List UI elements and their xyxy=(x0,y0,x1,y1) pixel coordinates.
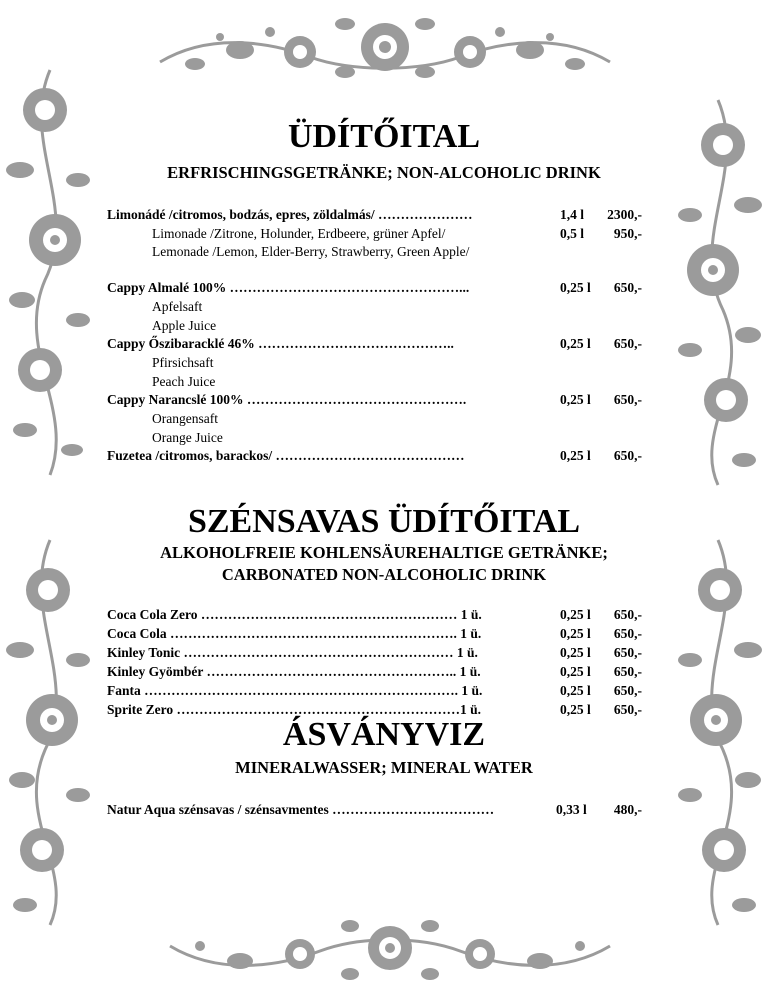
menu-item-name: Sprite Zero ………………………………………………………1 ü. xyxy=(107,702,481,717)
menu-item-price: 650,- xyxy=(613,336,642,351)
menu-item-name: Limonádé /citromos, bodzás, epres, zöldalmás/ ………………… xyxy=(107,207,473,222)
menu-item-volume: 0,5 l xyxy=(560,226,585,241)
menu-item-volume: 0,25 l xyxy=(560,702,591,717)
menu-item-name: Kinley Tonic …………………………………………………… 1 ü. xyxy=(107,645,478,660)
floral-border-top-icon xyxy=(150,2,620,90)
menu-item-price: 650,- xyxy=(613,645,642,660)
menu-item-price: 650,- xyxy=(613,664,642,679)
menu-item-volume: 1,4 l xyxy=(560,207,585,222)
section-subtitle-mineral-water: MINERALWASSER; MINERAL WATER xyxy=(235,758,533,777)
floral-border-bottom-icon xyxy=(160,906,620,992)
menu-item-name: Cappy Almalé 100% ……………………………………………... xyxy=(107,280,470,295)
menu-item-volume: 0,33 l xyxy=(556,802,587,817)
menu-item-english: Orange Juice xyxy=(152,430,223,445)
menu-item-price: 650,- xyxy=(613,702,642,717)
section-subtitle-soft-drinks: ERFRISCHINGSGETRÄNKE; NON-ALCOHOLIC DRINK xyxy=(167,163,601,182)
section-subtitle-carbonated-line1: ALKOHOLFREIE KOHLENSÄUREHALTIGE GETRÄNKE; xyxy=(160,543,608,562)
menu-item-price: 950,- xyxy=(613,226,642,241)
menu-item-volume: 0,25 l xyxy=(560,645,591,660)
menu-item-name: Kinley Gyömbér ……………………………………………….. 1 ü. xyxy=(107,664,481,679)
menu-item-price: 650,- xyxy=(613,683,642,698)
menu-item-german: Orangensaft xyxy=(152,411,218,426)
menu-item-name: Cappy Őszibaracklé 46% …………………………………….. xyxy=(107,336,454,351)
section-title-mineral-water: ÁSVÁNYVIZ xyxy=(282,716,486,753)
menu-item-price: 2300,- xyxy=(607,207,642,222)
menu-item-price: 650,- xyxy=(613,392,642,407)
menu-item-volume: 0,25 l xyxy=(560,683,591,698)
menu-item-english: Apple Juice xyxy=(152,318,217,333)
section-subtitle-carbonated-line2: CARBONATED NON-ALCOHOLIC DRINK xyxy=(221,565,547,584)
menu-item-volume: 0,25 l xyxy=(560,448,591,463)
section-title-soft-drinks: ÜDÍTŐITAL xyxy=(287,118,481,155)
menu-item-price: 480,- xyxy=(613,802,642,817)
menu-item-name: Coca Cola Zero ………………………………………………… 1 ü. xyxy=(107,607,482,622)
menu-item-name: Natur Aqua szénsavas / szénsavmentes ……………………………… xyxy=(107,802,495,817)
menu-item-name: Coca Cola ………………………………………………………. 1 ü. xyxy=(107,626,482,641)
menu-item-name: Fuzetea /citromos, barackos/ …………………………………… xyxy=(107,448,465,463)
menu-item-price: 650,- xyxy=(613,280,642,295)
menu-item-volume: 0,25 l xyxy=(560,626,591,641)
menu-item-german: Limonade /Zitrone, Holunder, Erdbeere, grüner Apfel/ xyxy=(152,226,446,241)
menu-item-volume: 0,25 l xyxy=(560,607,591,622)
menu-item-volume: 0,25 l xyxy=(560,280,591,295)
menu-item-english: Peach Juice xyxy=(152,374,216,389)
menu-item-volume: 0,25 l xyxy=(560,392,591,407)
menu-item-german: Pfirsichsaft xyxy=(152,355,214,370)
menu-item-price: 650,- xyxy=(613,607,642,622)
section-title-carbonated: SZÉNSAVAS ÜDÍTŐITAL xyxy=(187,503,581,540)
menu-item-price: 650,- xyxy=(613,626,642,641)
menu-item-english: Lemonade /Lemon, Elder-Berry, Strawberry, Green Apple/ xyxy=(152,244,470,259)
menu-item-german: Apfelsaft xyxy=(152,299,203,314)
menu-item-price: 650,- xyxy=(613,448,642,463)
menu-item-name: Fanta ……………………………………………………………. 1 ü. xyxy=(107,683,483,698)
menu-item-volume: 0,25 l xyxy=(560,336,591,351)
menu-item-volume: 0,25 l xyxy=(560,664,591,679)
menu-item-name: Cappy Narancslé 100% …………………………………………. xyxy=(107,392,467,407)
